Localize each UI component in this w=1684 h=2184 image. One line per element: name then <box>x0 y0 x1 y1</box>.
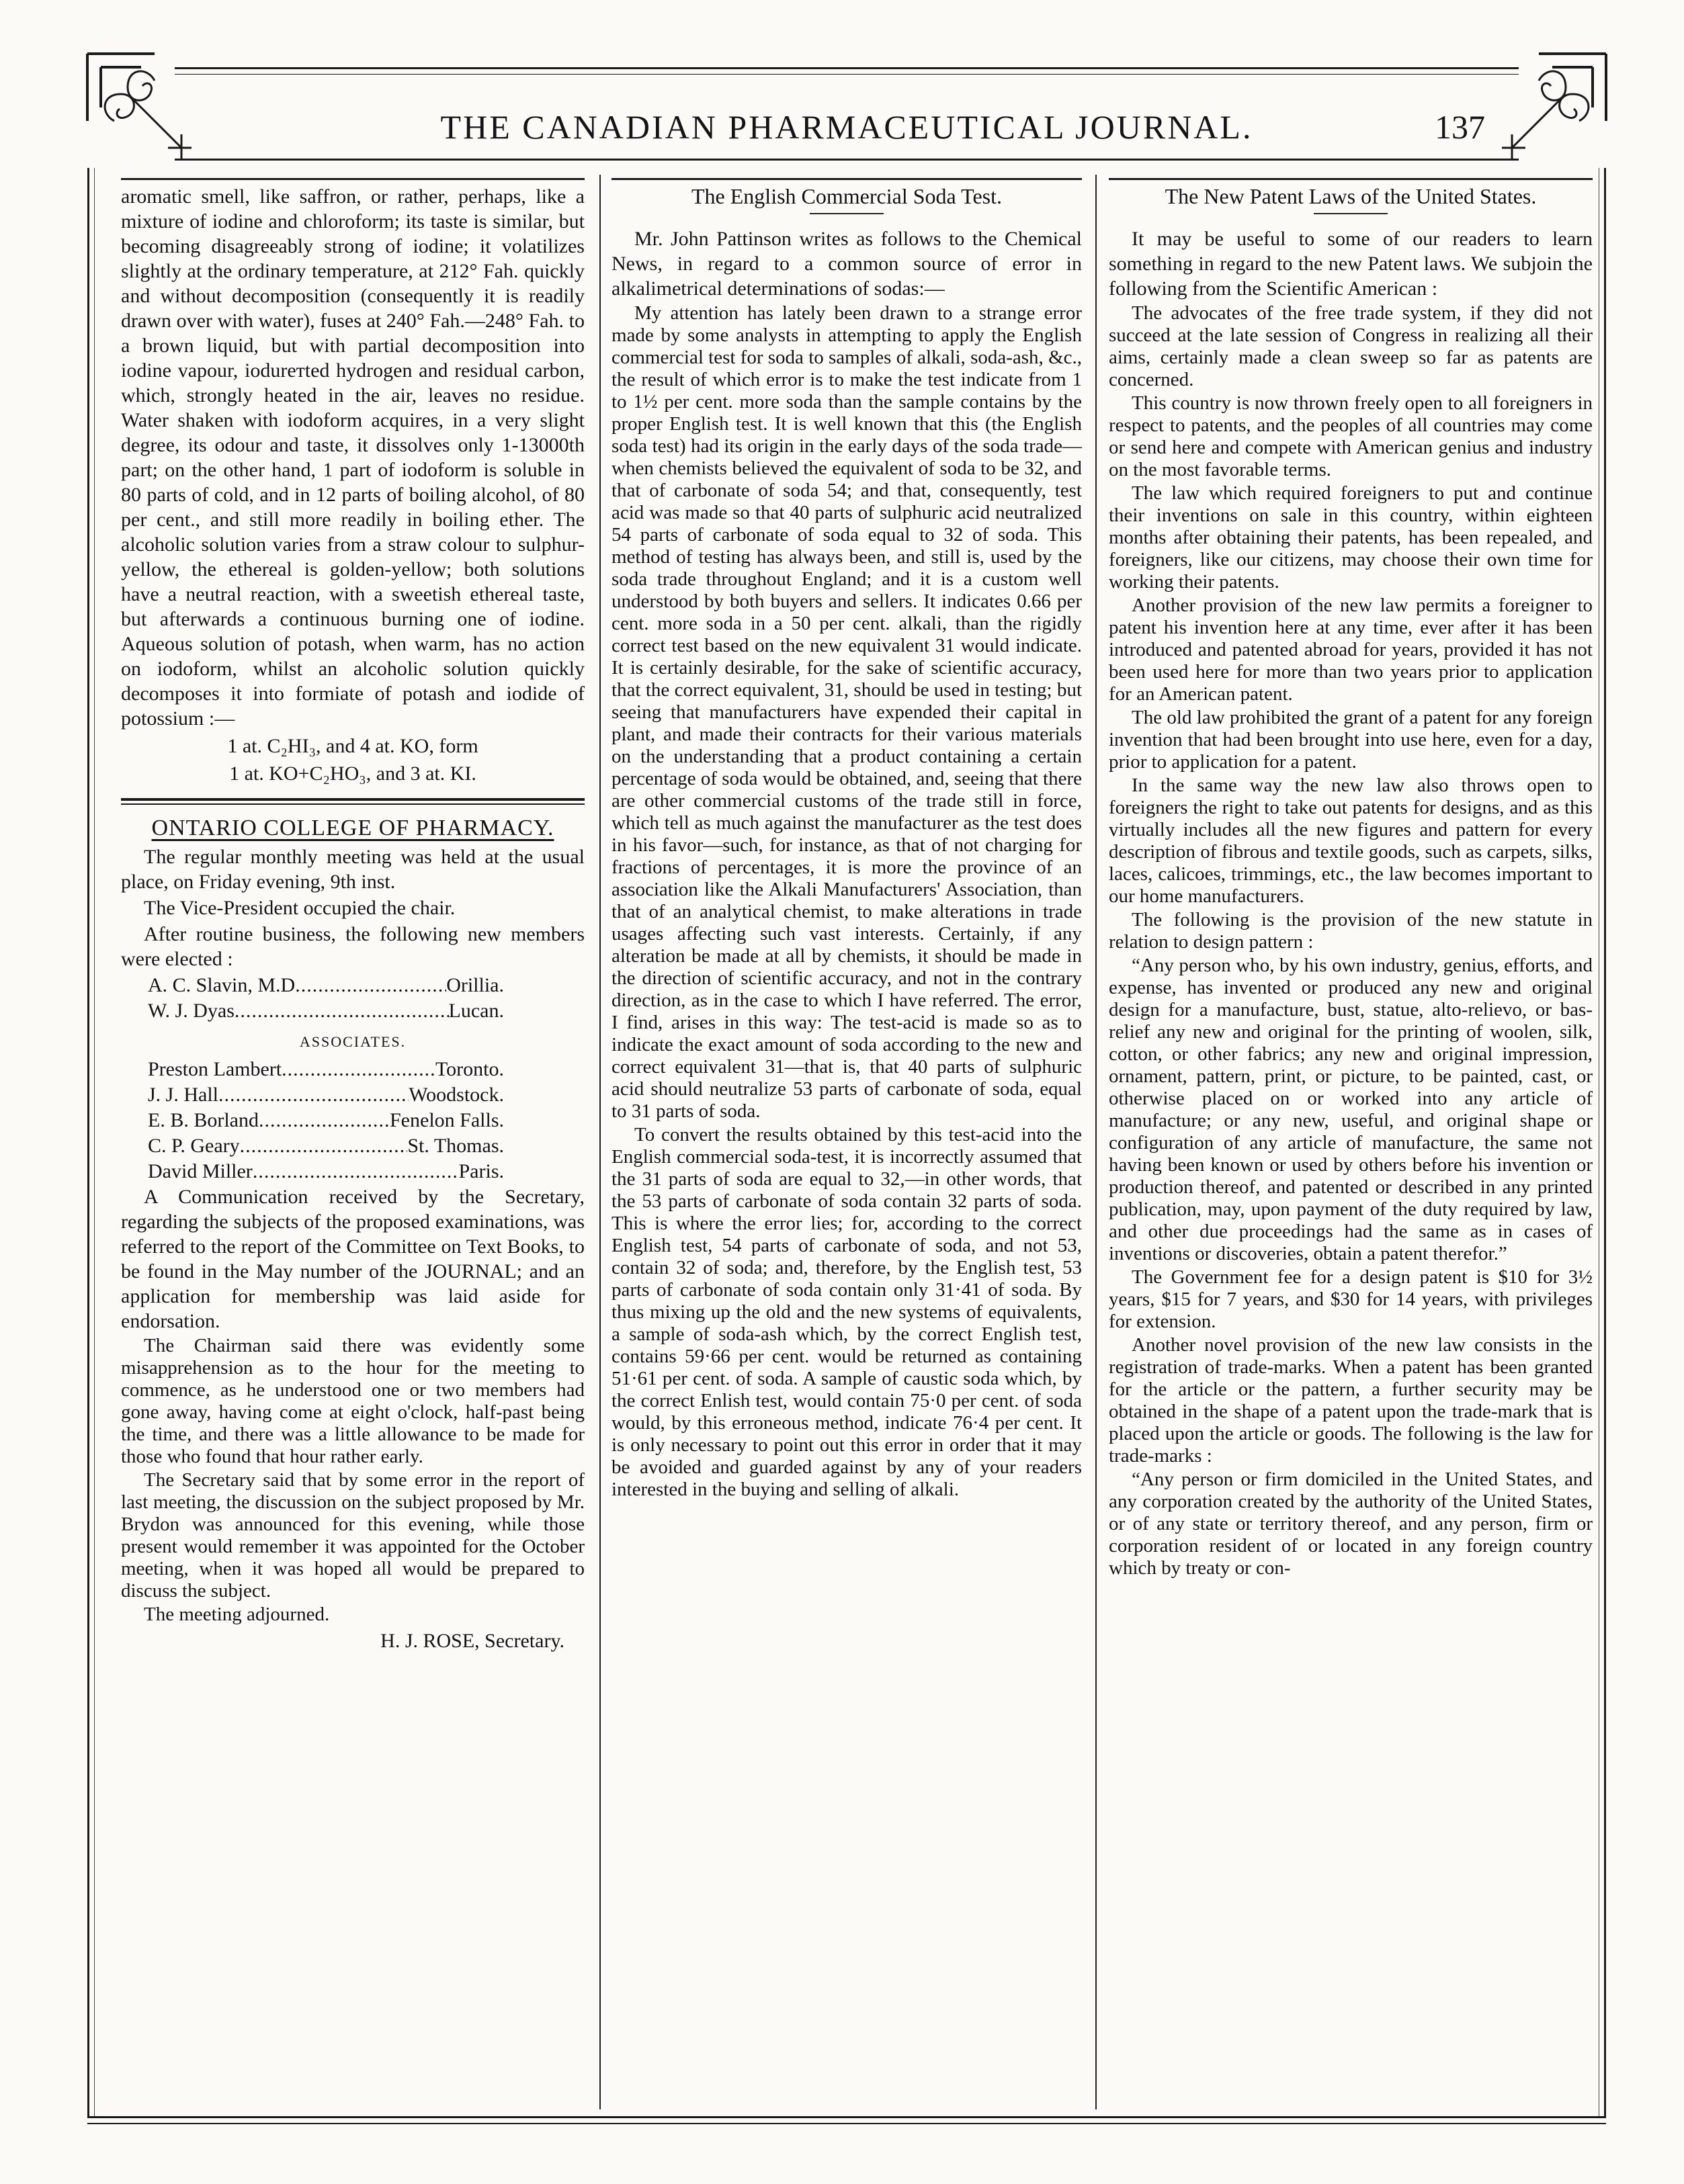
patent-laws-paragraph: The advocates of the free trade system, if they did not succeed at the late session of Congress in realizing all their aims, certainly made a clean sweep so far as patents are concerned. <box>1109 302 1593 390</box>
ocp-paragraph: The Vice-President occupied the chair. <box>144 897 456 919</box>
ocp-paragraph: A Communication received by the Secretary, regarding the subjects of the proposed examinations, was referred to the report of the Committee on Text Books, to be found in the May number of the JOURNAL; and an application for membership was laid aside for endorsation. <box>121 1186 585 1332</box>
associate-place: Paris. <box>458 1160 504 1182</box>
column-2-top-rule <box>612 178 1082 180</box>
patent-laws-paragraph: The following is the provision of the new statute in relation to design pattern : <box>1109 909 1593 953</box>
column-2 <box>612 178 1082 1502</box>
title-rule <box>1314 213 1388 214</box>
formula-line-2: 1 at. KO+C₂HO₃, and 3 at. KI. <box>229 762 476 785</box>
title-rule <box>810 213 884 214</box>
associate-entry <box>121 1159 585 1184</box>
column-divider-2 <box>1095 175 1097 2109</box>
ocp-paragraph: The regular monthly meeting was held at the usual place, on Friday evening, 9th inst. <box>121 846 585 893</box>
member-place: Lucan. <box>448 1000 504 1022</box>
associate-entry <box>121 1082 585 1108</box>
associate-name: Preston Lambert <box>148 1058 282 1080</box>
head-rule-bottom <box>175 159 1519 161</box>
journal-title: THE CANADIAN PHARMACEUTICAL JOURNAL. <box>440 108 1253 146</box>
patent-laws-paragraph: In the same way the new law also throws open to foreigners the right to take out patents for designs, and as this virtually includes all the new figures and pattern for every description of fibrous and textile goods, such as carpets, silks, laces, calicoes, trimmings, etc., the law becomes important to our home manufacturers. <box>1109 775 1593 907</box>
soda-test-paragraph: To convert the results obtained by this test-acid into the English commercial soda-test, it is incorrectly assumed that the 31 parts of soda are equal to 32,—in other words, that the 53 parts of carbonate of soda contain 32 parts of soda. This is where the error lies; for, according to the correct English test, 54 parts of carbonate of soda, and not 53, contain 32 of soda; and, therefore, by the English test, 53 parts of carbonate of soda contain only 31·41 of soda. By thus mixing up the old and the new systems of equivalents, a sample of soda-ash which, by the correct English test, contains 59·66 per cent. would be returned as containing 51·61 per cent. of soda. A sample of caustic soda which, by the correct Enlish test, would contain 75·0 per cent. of soda would, by this erroneous method, indicate 76·4 per cent. It is only necessary to point out this error in order that it may be avoided and guarded against by any of your readers interested in the buying and selling of alkali. <box>612 1124 1082 1500</box>
associate-place: Woodstock. <box>409 1084 504 1106</box>
iodoform-paragraph: aromatic smell, like saffron, or rather, perhaps, like a mixture of iodine and chloroform; its taste is similar, but becoming disagreeably strong of iodine; it volatilizes slightly at the ordinary temperature, at 212° Fah. quickly and without decomposition (consequently it is readily drawn over with water), fuses at 240° Fah.—248° Fah. to a brown liquid, but with partial decomposition into iodine vapour, iodurетted hydrogen and residual carbon, which, strongly heated in the air, leaves no residue. Water shaken with iodoform acquires, in a very slight degree, its odour and taste, it dissolves only 1-13000th part; on the other hand, 1 part of iodoform is soluble in 80 parts of cold, and in 12 parts of boiling alcohol, of 80 per cent., and still more readily in boiling ether. The alcoholic solution varies from a straw colour to sulphur-yellow, the ethereal is golden-yellow; both solutions have a neutral reaction, with a sweetish ethereal taste, but afterwards a continuous burning one of iodine. Aqueous solution of potash, when warm, has no action on iodoform, whilst an alcoholic solution quickly decomposes it into formiate of potash and iodide of potossium :— <box>121 185 585 730</box>
ocp-paragraph: The Secretary said that by some error in the report of last meeting, the discussion on the subject proposed by Mr. Brydon was announced for this evening, while those present would remember it was appointed for the October meeting, when it was hoped all would be prepared to discuss the subject. <box>121 1469 585 1602</box>
associate-entry <box>121 1133 585 1159</box>
patent-laws-title: The New Patent Laws of the United States. <box>1165 184 1537 208</box>
associate-entry <box>121 1057 585 1082</box>
associate-place: Fenelon Falls. <box>390 1109 504 1131</box>
frame-border-left-inner <box>94 168 95 2116</box>
section-rule-thin <box>121 803 585 805</box>
secretary-signature: H. J. ROSE, Secretary. <box>380 1630 564 1652</box>
ocp-section-title: ONTARIO COLLEGE OF PHARMACY. <box>151 816 554 840</box>
ocp-paragraph: After routine business, the following new members were elected : <box>121 923 585 970</box>
member-entry <box>121 998 585 1024</box>
bottom-rule-second <box>87 2123 1606 2124</box>
column-3-top-rule <box>1109 178 1593 180</box>
patent-laws-paragraph: “Any person who, by his own industry, genius, efforts, and expense, has invented or produced any new and original design for a manufacture, bust, statue, alto-relievo, or bas-relief any new and original for the printing of woolen, silk, cotton, or other fabrics; any new and original impression, ornament, pattern, print, or picture, to be painted, cast, or otherwise placed on or worked into any article of manufacture; or any new, useful, and original shape or configuration of any article of manufacture, the same not having been known or used by others before his invention or production thereof, and patented or described in any printed publication, may, upon payment of the duty required by law, and other due proceedings had the same as in cases of inventions or discoveries, obtain a patent therefor.” <box>1109 955 1593 1264</box>
head-rule-top <box>175 67 1519 69</box>
frame-border-right <box>1604 168 1606 2116</box>
corner-ornament-right <box>1492 40 1619 168</box>
running-head <box>74 40 1619 168</box>
ocp-paragraph: The Chairman said there was evidently some misapprehension as to the hour for the meeting to commence, as he understood one or two members had gone away, having come at eight o'clock, half-past being the time, and there was a little allowance to be made for those who found that hour rather early. <box>121 1335 585 1467</box>
soda-test-intro: Mr. John Pattinson writes as follows to the Chemical News, in regard to a common source of error in alkalimetrical determinations of sodas:— <box>612 228 1082 300</box>
patent-laws-intro: It may be useful to some of our readers to learn something in regard to the new Patent laws. We subjoin the following from the Scientific American : <box>1109 228 1593 300</box>
associate-name: E. B. Borland <box>148 1109 259 1131</box>
associates-heading: ASSOCIATES. <box>299 1033 407 1050</box>
page-number: 137 <box>1435 108 1485 146</box>
patent-laws-paragraph: “Any person or firm domiciled in the United States, and any corporation created by the authority of the United States, or of any state or territory thereof, and any person, firm or corporation resident of or located in any foreign country which by treaty or con- <box>1109 1469 1593 1579</box>
patent-laws-paragraph: Another novel provision of the new law consists in the registration of trade-marks. When a patent has been granted for the article or the pattern, a further security may be obtained in the shape of a patent upon the trade-mark that is placed upon the article or goods. The following is the law for trade-marks : <box>1109 1334 1593 1467</box>
patent-laws-paragraph: The Government fee for a design patent is $10 for 3½ years, $15 for 7 years, and $30 for 14 years, with privileges for extension. <box>1109 1266 1593 1332</box>
column-divider-1 <box>599 175 601 2109</box>
member-entry <box>121 973 585 998</box>
patent-laws-paragraph: The law which required foreigners to put and continue their inventions on sale in this country, within eighteen months after obtaining their patents, has been repealed, and foreigners, like our citizens, may choose their own time for working their patents. <box>1109 482 1593 593</box>
formula-line-1: 1 at. C₂HI₃, and 4 at. KO, form <box>227 735 478 757</box>
ocp-paragraph: The meeting adjourned. <box>144 1604 330 1625</box>
associate-name: J. J. Hall <box>148 1084 218 1106</box>
soda-test-paragraph: My attention has lately been drawn to a strange error made by some analysts in attempting to apply the English commercial test for soda to samples of alkali, soda-ash, &c., the result of which error is to make the test indicate from 1 to 1½ per cent. more soda than the sample contains by the proper English test. It is well known that this (the English soda test) had its origin in the early days of the soda trade—when chemists believed the equivalent of soda to be 32, and that of carbonate of soda 54; and that, consequently, test acid was made so that 40 parts of sulphuric acid neutralized 54 parts of carbonate of soda equal to 32 of soda. This method of testing has always been, and still is, used by the soda trade throughout England; and it is a custom well understood by both buyers and sellers. It indicates 0.66 per cent. more soda in a 50 per cent. alkali, than the rigidly correct test based on the new equivalent 31 would indicate. It is certainly desirable, for the sake of scientific accuracy, that the correct equivalent, 31, should be used in testing; but seeing that manufacturers have expended their capital in plant, and made their contracts for their various materials on the understanding that a product containing a certain percentage of soda would be obtained, and, seeing that there are other commercial customs of the trade still in force, which tell as much against the manufacturer as the test does in his favor—such, for instance, as that of not charging for fractions of percentages, it is more the province of an association like the Alkali Manufacturers' Association, than that of an analytical chemist, to make alterations in trade usages affecting such vast interests. Certainly, if any alteration be made at all by chemists, it should be made in the direction of scientific accuracy, and not in the contrary direction, as in the case to which I have referred. The error, I find, arises in this way: The test-acid is made so as to indicate the exact amount of soda according to the new and correct equivalent 31—that is, that 40 parts of sulphuric acid should neutralize 53 parts of carbonate of soda, equal to 31 parts of soda. <box>612 302 1082 1122</box>
journal-page <box>74 40 1619 2156</box>
frame-border-left <box>87 168 89 2116</box>
associate-place: Toronto. <box>435 1058 504 1080</box>
patent-laws-paragraph: The old law prohibited the grant of a patent for any foreign invention that had been brought into use here, even for a day, prior to application for a patent. <box>1109 707 1593 773</box>
column-3 <box>1109 178 1593 1581</box>
soda-test-title: The English Commercial Soda Test. <box>691 184 1002 208</box>
associate-name: C. P. Geary <box>148 1135 240 1157</box>
patent-laws-paragraph: Another provision of the new law permits a foreigner to patent his invention here at any time, ever after it has been introduced and patented abroad for years, provided it has not been used here for more than two years prior to application for an American patent. <box>1109 595 1593 705</box>
corner-ornament-left <box>74 40 202 168</box>
associate-entry <box>121 1108 585 1133</box>
bottom-rule <box>87 2116 1606 2118</box>
associate-place: St. Thomas. <box>407 1135 504 1157</box>
column-1-top-rule <box>121 178 585 180</box>
section-rule-thick <box>121 798 585 801</box>
associate-name: David Miller <box>148 1160 253 1182</box>
member-place: Orillia. <box>446 974 504 996</box>
member-name: A. C. Slavin, M.D <box>148 974 296 996</box>
patent-laws-paragraph: This country is now thrown freely open to all foreigners in respect to patents, and the peoples of all countries may come or send here and compete with American genius and industry on the most favorable terms. <box>1109 392 1593 480</box>
column-1 <box>121 178 585 1653</box>
head-rule-top-thin <box>175 74 1519 75</box>
member-name: W. J. Dyas <box>148 1000 235 1022</box>
